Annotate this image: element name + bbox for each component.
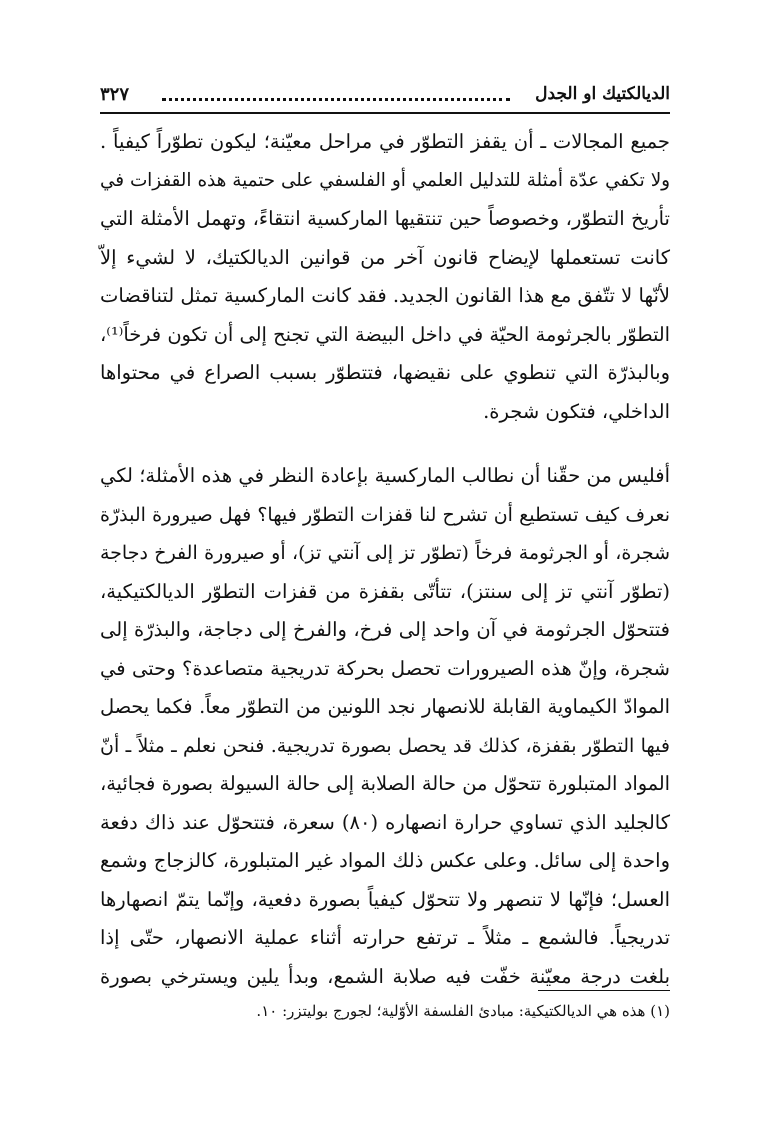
text-line: نعرف كيف تستطيع أن تشرح لنا قفزات التطوّر فيها؟ فهل صيرورة البذرّة bbox=[100, 503, 670, 526]
text-line: أفليس من حقّنا أن نطالب الماركسية بإعادة النظر في هذه الأمثلة؛ لكي bbox=[100, 464, 670, 487]
page-number: ٣٢٧ bbox=[100, 84, 130, 105]
text-line: الداخلي، فتكون شجرة. bbox=[483, 399, 670, 423]
paragraph-2 bbox=[100, 457, 670, 996]
text-line: وبالبذرّة التي تنطوي على نقيضها، فتتطوّر بسبب الصراع في محتواها bbox=[100, 361, 670, 384]
running-title: الديالكتيك او الجدل bbox=[535, 84, 670, 104]
text-line: شجرة، وإنّ هذه الصيرورات تحصل بحركة تدريجية متصاعدة؟ وحتى في bbox=[100, 656, 670, 680]
text-line: فتتحوّل الجرثومة في آن واحد إلى فرخ، والفرخ إلى دجاجة، والبذرّة إلى bbox=[100, 618, 670, 641]
page-header bbox=[100, 84, 670, 114]
text-line: التطوّر بالجرثومة الحيّة في داخل البيضة التي تجنح إلى أن تكون فرخاً⁽¹⁾، bbox=[100, 322, 670, 346]
text-line: لأنّها لا تتّفق مع هذا القانون الجديد. فقد كانت الماركسية تمثل لتناقضات bbox=[100, 284, 670, 307]
text-line: كالجليد الذي تساوي حرارة انصهاره (٨٠) سعرة، فتتحوّل عند ذاك دفعة bbox=[100, 810, 670, 834]
text-line: تدريجياً. فالشمع ـ مثلاً ـ ترتفع حرارته أثناء عملية الانصهار، حتّى إذا bbox=[100, 926, 670, 949]
text-line: (تطوّر آنتي تز إلى سنتز)، تتأتّى بقفزة من قفزات التطوّر الديالكتيكية، bbox=[100, 579, 670, 603]
footnote-separator bbox=[538, 990, 670, 991]
header-dot-leader bbox=[162, 98, 510, 101]
text-line: المواد المتبلورة تتحوّل من حالة الصلابة إلى حالة السيولة بصورة فجائية، bbox=[100, 772, 671, 795]
text-line: العسل؛ فإنّها لا تنصهر ولا تتحوّل كيفياً بصورة دفعية، وإنّما يتمّ انصهارها bbox=[100, 887, 670, 911]
text-line: شجرة، أو الجرثومة فرخاً (تطوّر تز إلى آنتي تز)، أو صيرورة الفرخ دجاجة bbox=[100, 542, 670, 564]
text-line: الموادّ الكيماوية القابلة للانصهار نجد اللونين من التطوّر معاً. فكما يحصل bbox=[100, 695, 670, 718]
text-line: تأريخ التطوّر، وخصوصاً حين تنتقيها الماركسية انتقاءً، وتهمل الأمثلة التي bbox=[100, 207, 670, 230]
text-line: فيها التطوّر بقفزة، كذلك قد يحصل بصورة تدريجية. فنحن نعلم ـ مثلاً ـ أنّ bbox=[100, 734, 670, 757]
text-line: واحدة إلى سائل. وعلى عكس ذلك المواد غير المتبلورة، كالزجاج وشمع bbox=[100, 849, 670, 872]
text-line: ولا تكفي عدّة أمثلة للتدليل العلمي أو الفلسفي على حتمية هذه القفزات في bbox=[100, 169, 670, 191]
text-line: بلغت درجة معيّنة خفّت فيه صلابة الشمع، وبدأ يلين ويسترخي بصورة bbox=[100, 964, 670, 988]
footnote: (١) هذه هي الديالكتيكية: مبادئ الفلسفة الأوّلية؛ لجورج بوليتزر: ١٠. bbox=[256, 1002, 670, 1020]
text-line: كانت تستعملها لإيضاح قانون آخر من قوانين الديالكتيك، لا لشيء إلاّ bbox=[100, 245, 670, 269]
paragraph-1 bbox=[100, 123, 670, 431]
text-line: جميع المجالات ـ أن يقفز التطوّر في مراحل معيّنة؛ ليكون تطوّراً كيفياً . bbox=[100, 130, 670, 153]
